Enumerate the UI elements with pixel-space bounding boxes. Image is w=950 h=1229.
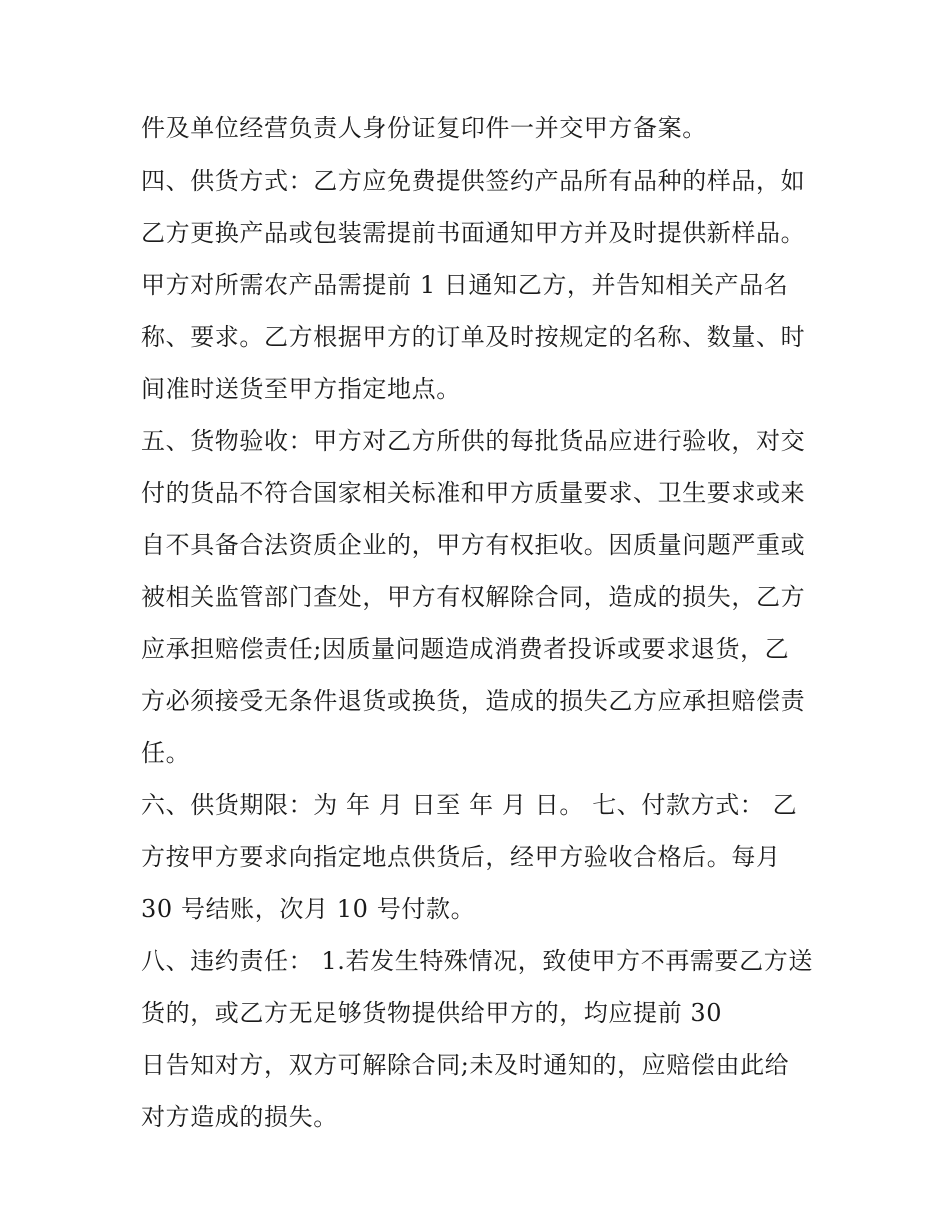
text-line: 任。 <box>141 739 191 767</box>
text-line: 甲方对所需农产品需提前 1 日通知乙方，并告知相关产品名 <box>141 271 789 299</box>
text-line: 被相关监管部门查处，甲方有权解除合同，造成的损失，乙方 <box>141 583 806 611</box>
text-line: 间准时送货至甲方指定地点。 <box>141 375 461 403</box>
text-line: 乙方更换产品或包装需提前书面通知甲方并及时提供新样品。 <box>141 219 806 247</box>
text-line: 对方造成的损失。 <box>141 1103 338 1131</box>
text-line: 方必须接受无条件退货或换货，造成的损失乙方应承担赔偿责 <box>141 687 806 715</box>
text-line: 自不具备合法资质企业的，甲方有权拒收。因质量问题严重或 <box>141 531 806 559</box>
text-line: 应承担赔偿责任;因质量问题造成消费者投诉或要求退货，乙 <box>141 635 790 663</box>
text-line: 四、供货方式：乙方应免费提供签约产品所有品种的样品，如 <box>141 167 806 195</box>
text-line: 五、货物验收：甲方对乙方所供的每批货品应进行验收，对交 <box>141 427 806 455</box>
text-line: 30 号结账，次月 10 号付款。 <box>141 895 476 923</box>
text-line: 付的货品不符合国家相关标准和甲方质量要求、卫生要求或来 <box>141 479 806 507</box>
text-line: 称、要求。乙方根据甲方的订单及时按规定的名称、数量、时 <box>141 323 806 351</box>
text-line: 日告知对方，双方可解除合同;未及时通知的，应赔偿由此给 <box>141 1051 790 1079</box>
text-line: 件及单位经营负责人身份证复印件一并交甲方备案。 <box>141 114 707 142</box>
text-line: 货的，或乙方无足够货物提供给甲方的，均应提前 30 <box>141 999 723 1027</box>
text-line: 方按甲方要求向指定地点供货后，经甲方验收合格后。每月 <box>141 843 781 871</box>
text-line: 六、供货期限：为 年 月 日至 年 月 日。 七、付款方式： 乙 <box>141 791 798 819</box>
text-line: 八、违约责任： 1.若发生特殊情况，致使甲方不再需要乙方送 <box>141 947 813 975</box>
